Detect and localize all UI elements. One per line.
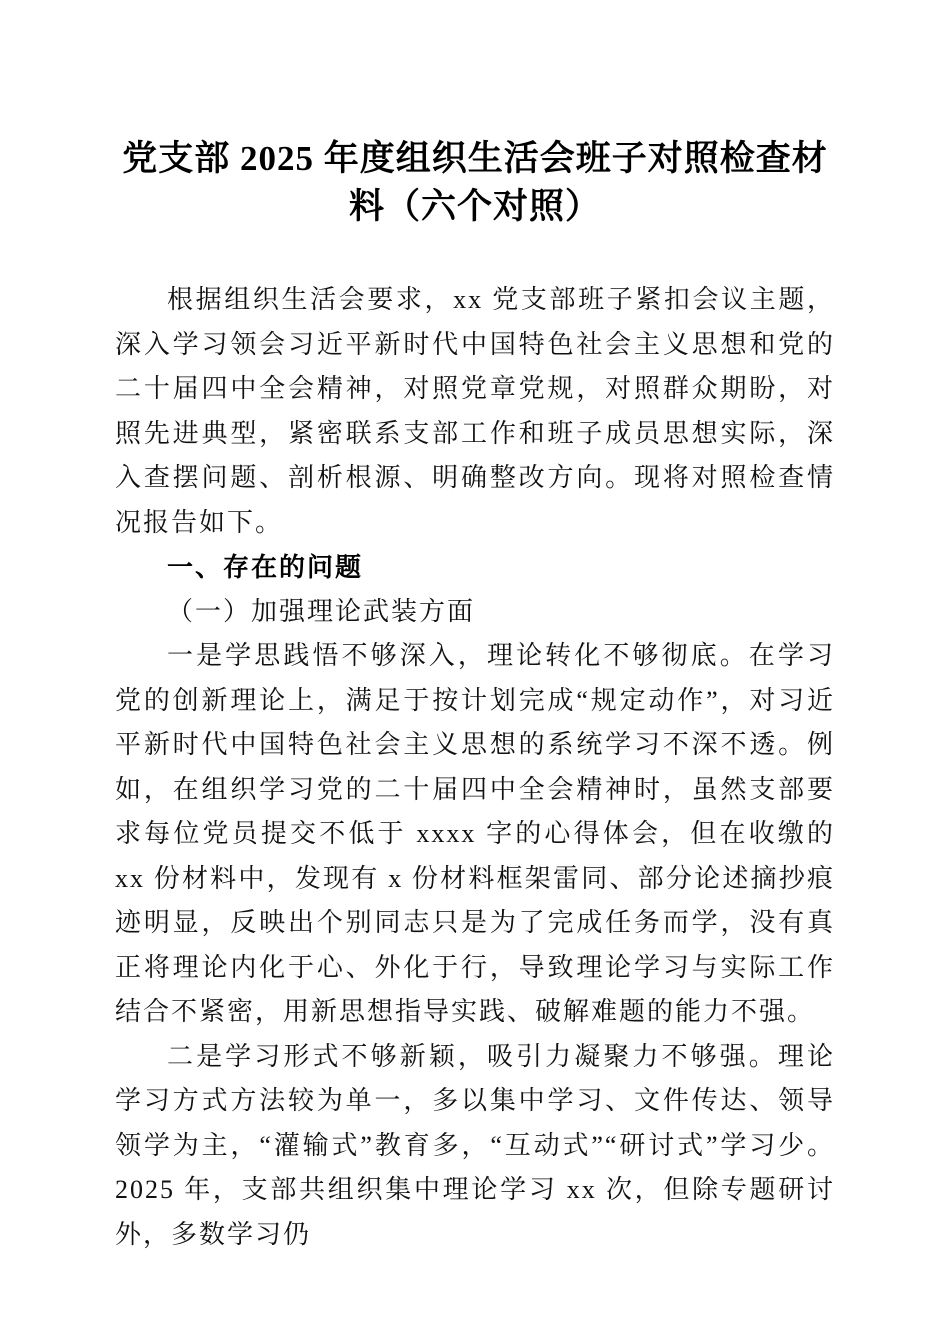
document-title	[115, 135, 835, 231]
problem-paragraph-2-body: 理论学习方式方法较为单一，多以集中学习、文件传达、领导领学为主，“灌输式”教育多，“互动式”“研讨式”学习少。2025 年，支部共组织集中理论学习 xx 次，但除专题研讨外，多数学习仍	[115, 1041, 835, 1249]
section-heading-problems: 一、存在的问题	[167, 552, 364, 582]
problem-paragraph-2-lead: 二是学习形式不够新颖，吸引力凝聚力不够强。	[167, 1041, 778, 1071]
problem-paragraph-1-body: 在学习党的创新理论上，满足于按计划完成“规定动作”，对习近平新时代中国特色社会主义思想的系统学习不深不透。例如，在组织学习党的二十届四中全会精神时，虽然支部要求每位党员提交不低于 xxxx 字的心得体会，但在收缴的 xx 份材料中，发现有 x 份材料框架雷同、部分论述摘抄痕迹明显，反映出个别同志只是为了完成任务而学，没有真正将理论内化于心、外化于行，导致理论学习与实际工作结合不紧密，用新思想指导实践、破解难题的能力不强。	[115, 641, 835, 1026]
document-title-line-2: 料（六个对照）	[348, 187, 601, 226]
document-title-line-1: 党支部 2025 年度组织生活会班子对照检查材	[122, 139, 828, 178]
subsection-heading-theory-arming: （一）加强理论武装方面	[167, 596, 476, 626]
intro-paragraph: 根据组织生活会要求，xx 党支部班子紧扣会议主题，深入学习领会习近平新时代中国特色社会主义思想和党的二十届四中全会精神，对照党章党规，对照群众期盼，对照先进典型，紧密联系支部工作和班子成员思想实际，深入查摆问题、剖析根源、明确整改方向。现将对照检查情况报告如下。	[115, 285, 835, 537]
problem-paragraph-1	[115, 634, 835, 1035]
problem-paragraph-1-lead: 一是学思践悟不够深入，理论转化不够彻底。	[167, 641, 749, 670]
problem-paragraph-2	[115, 1035, 835, 1258]
